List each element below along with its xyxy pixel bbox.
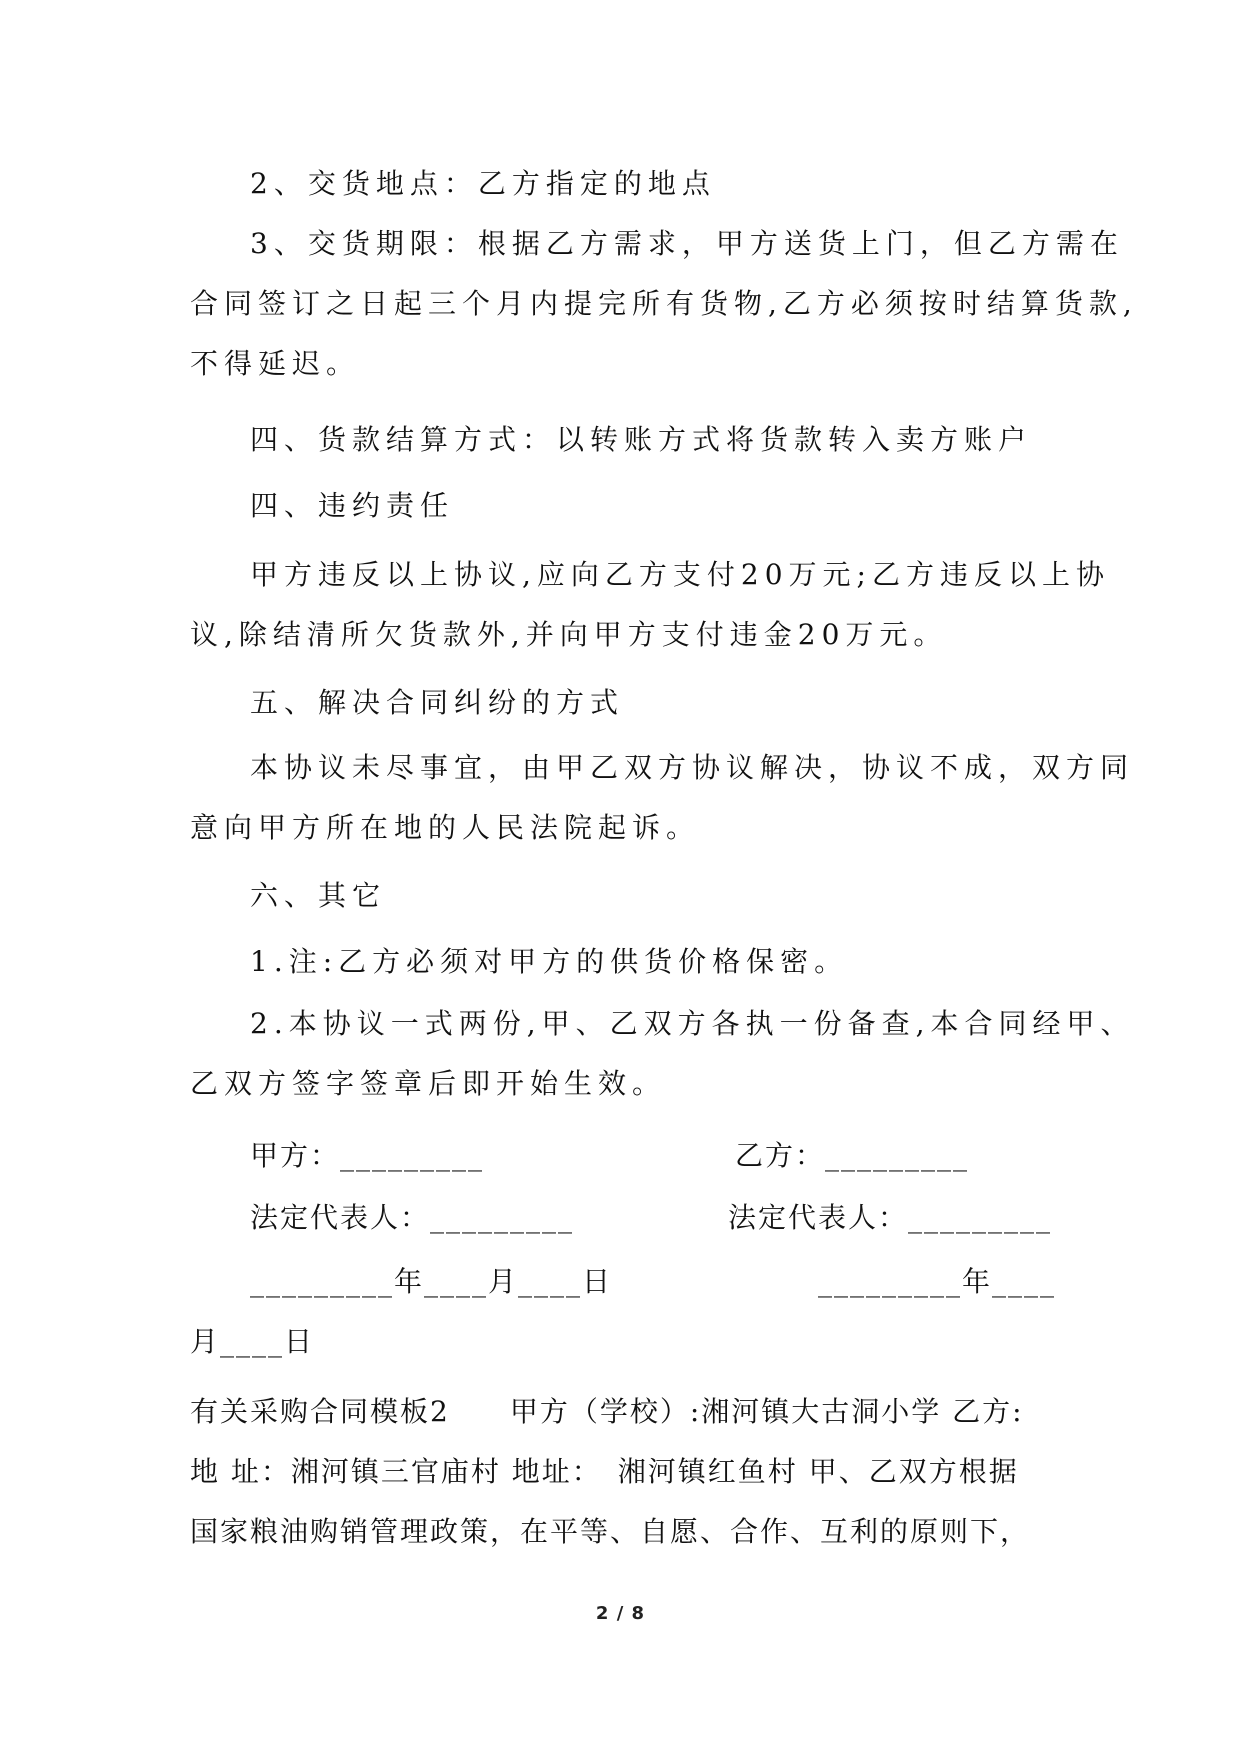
section-heading-dispute: 五、解决合同纠纷的方式 (250, 686, 625, 719)
template-2-preamble: 国家粮油购销管理政策，在平等、自愿、合作、互利的原则下， (190, 1515, 1031, 1548)
party-b-representative: 法定代表人：_________ (728, 1201, 1053, 1234)
clause-dispute-cont: 意向甲方所在地的人民法院起诉。 (190, 811, 701, 844)
clause-delivery-term-cont: 合同签订之日起三个月内提完所有货物,乙方必须按时结算货款, (190, 287, 1138, 320)
party-a-date: _________年____月____日 (250, 1265, 613, 1298)
section-heading-other: 六、其它 (250, 879, 387, 912)
party-a-representative: 法定代表人：_________ (250, 1201, 575, 1234)
party-b-date: _________年____ (818, 1265, 1057, 1298)
page-number: 2 / 8 (595, 1603, 646, 1624)
party-b-signature: 乙方：_________ (735, 1139, 970, 1172)
template-2-heading: 有关采购合同模板2 甲方（学校）:湘河镇大古洞小学 乙方: (190, 1395, 1024, 1428)
party-b-date-cont: 月____日 (190, 1325, 315, 1358)
clause-liability-cont: 议,除结清所欠货款外,并向甲方支付违金20万元。 (190, 618, 948, 651)
clause-delivery-place: 2、交货地点：乙方指定的地点 (250, 167, 716, 200)
clause-delivery-term: 3、交货期限：根据乙方需求，甲方送货上门，但乙方需在 (250, 227, 1124, 260)
template-2-address: 地 址：湘河镇三官庙村 地址： 湘河镇红鱼村 甲、乙双方根据 (190, 1455, 1019, 1488)
section-heading-liability: 四、违约责任 (250, 489, 455, 522)
clause-copies-cont: 乙双方签字签章后即开始生效。 (190, 1067, 667, 1100)
clause-confidential: 1.注:乙方必须对甲方的供货价格保密。 (250, 945, 849, 978)
clause-delivery-term-end: 不得延迟。 (190, 347, 361, 380)
clause-settlement: 四、货款结算方式：以转账方式将货款转入卖方账户 (250, 423, 1033, 456)
clause-copies: 2.本协议一式两份,甲、乙双方各执一份备查,本合同经甲、 (250, 1007, 1135, 1040)
clause-dispute: 本协议未尽事宜，由甲乙双方协议解决，协议不成，双方同 (250, 751, 1135, 784)
clause-liability: 甲方违反以上协议,应向乙方支付20万元;乙方违反以上协 (250, 558, 1110, 591)
party-a-signature: 甲方：_________ (250, 1139, 485, 1172)
